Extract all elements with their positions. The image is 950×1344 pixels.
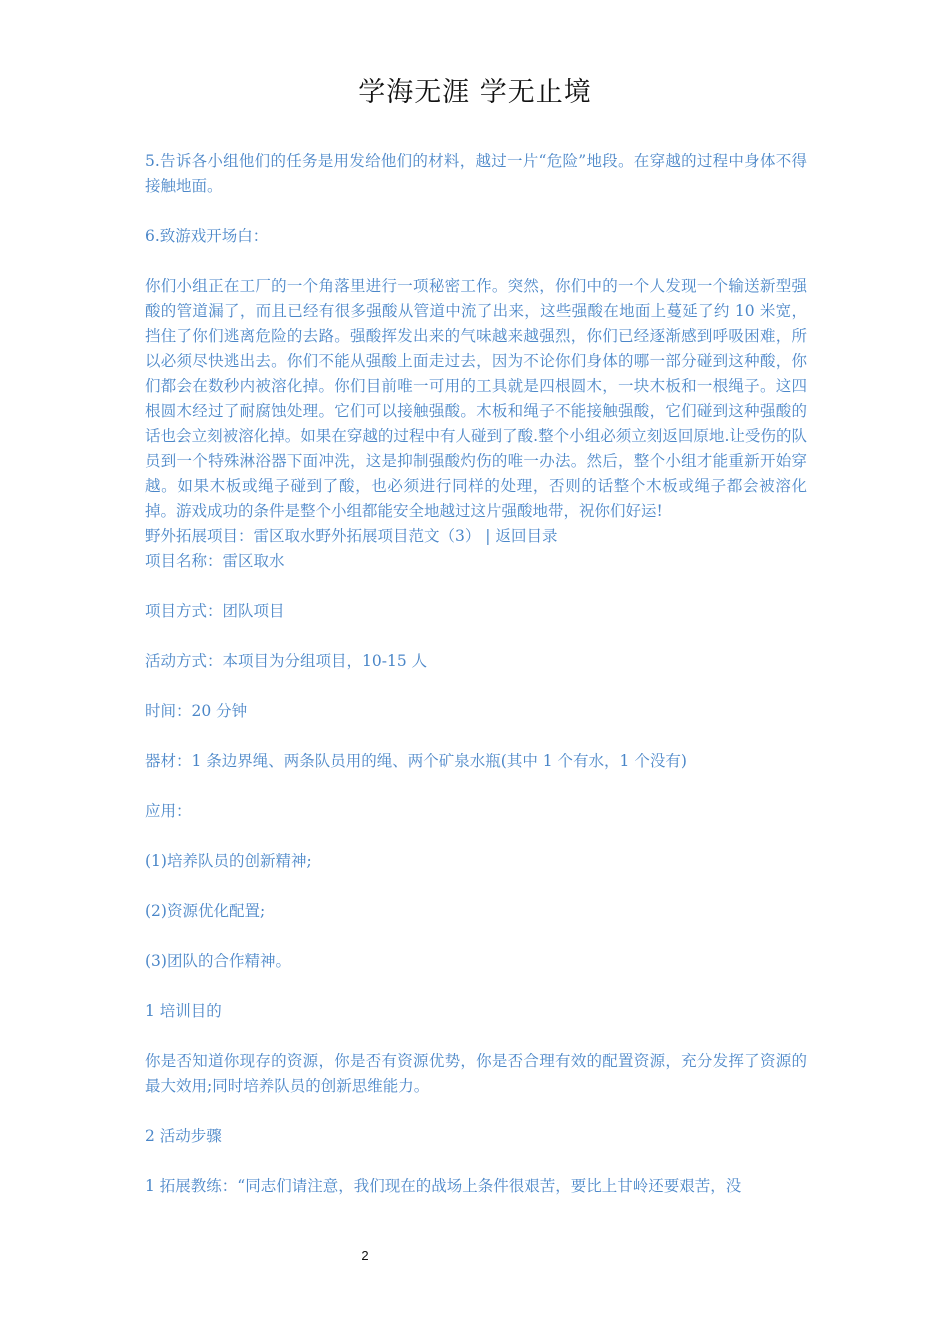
- paragraph: (3)团队的合作精神。: [145, 952, 291, 970]
- paragraph: 项目方式：团队项目: [145, 602, 285, 620]
- section-heading: 1 培训目的: [145, 1002, 222, 1020]
- page-number: 2: [361, 1248, 369, 1263]
- section-link-line[interactable]: 野外拓展项目：雷区取水野外拓展项目范文（3） | 返回目录: [145, 527, 558, 545]
- paragraph: 5.告诉各小组他们的任务是用发给他们的材料，越过一片“危险”地段。在穿越的过程中身体不得接触地面。: [145, 152, 807, 195]
- paragraph: 活动方式：本项目为分组项目，10-15 人: [145, 652, 428, 670]
- paragraph: 器材：1 条边界绳、两条队员用的绳、两个矿泉水瓶(其中 1 个有水，1 个没有): [145, 752, 687, 770]
- paragraph: (1)培养队员的创新精神;: [145, 852, 312, 870]
- paragraph: 时间：20 分钟: [145, 702, 248, 720]
- section-heading: 2 活动步骤: [145, 1127, 222, 1145]
- paragraph: 你是否知道你现存的资源，你是否有资源优势，你是否合理有效的配置资源，充分发挥了资源的最大效用;同时培养队员的创新思维能力。: [145, 1052, 807, 1095]
- paragraph: 项目名称：雷区取水: [145, 552, 285, 570]
- paragraph: (2)资源优化配置;: [145, 902, 266, 920]
- page-header-title: 学海无涯 学无止境: [358, 77, 592, 108]
- paragraph: 你们小组正在工厂的一个角落里进行一项秘密工作。突然，你们中的一个人发现一个输送新型强酸的管道漏了，而且已经有很多强酸从管道中流了出来，这些强酸在地面上蔓延了约 10 米宽，挡住了你们逃离危险的去路。强酸挥发出来的气味越来越强烈，你们已经逐渐感到呼吸困难，所以必须尽快逃出去。你们不能从强酸上面走过去，因为不论你们身体的哪一部分碰到这种酸，你们都会在数秒内被溶化掉。你们目前唯一可用的工具就是四根圆木，一块木板和一根绳子。这四根圆木经过了耐腐蚀处理。它们可以接触强酸。木板和绳子不能接触强酸，它们碰到这种强酸的话也会立刻被溶化掉。如果在穿越的过程中有人碰到了酸.整个小组必须立刻返回原地.让受伤的队员到一个特殊淋浴器下面冲洗，这是抑制强酸灼伤的唯一办法。然后，整个小组才能重新开始穿越。如果木板或绳子碰到了酸，也必须进行同样的处理，否则的话整个木板或绳子都会被溶化掉。游戏成功的条件是整个小组都能安全地越过这片强酸地带，祝你们好运!: [145, 277, 807, 520]
- paragraph: 应用：: [145, 802, 192, 820]
- paragraph: 1 拓展教练：“同志们请注意，我们现在的战场上条件很艰苦，要比上甘岭还要艰苦，没: [145, 1177, 742, 1195]
- paragraph: 6.致游戏开场白：: [145, 227, 269, 245]
- document-body: [145, 149, 807, 1199]
